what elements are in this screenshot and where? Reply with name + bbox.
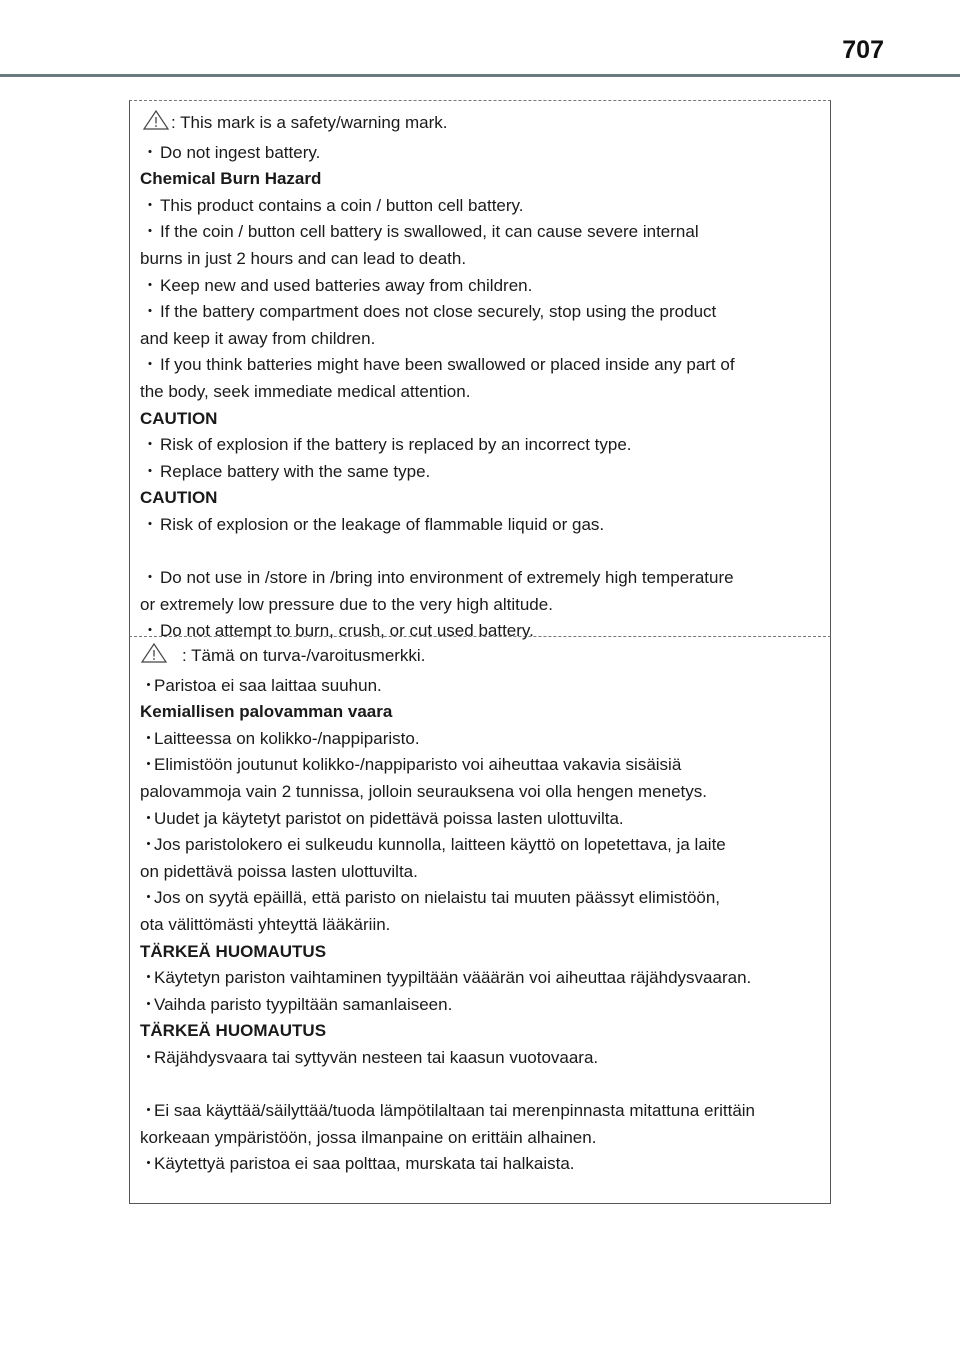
item-text: Do not attempt to burn, crush, or cut used battery. — [160, 621, 534, 641]
heading-caution: CAUTION — [140, 408, 218, 428]
list-item — [140, 459, 830, 486]
bullet: ・ — [140, 1047, 157, 1067]
list-item — [140, 565, 830, 592]
bullet: ・ — [141, 461, 159, 481]
item-text: Uudet ja käytetyt paristot on pidettävä poissa lasten ulottuvilta. — [154, 808, 624, 828]
bullet: ・ — [140, 968, 157, 988]
list-item — [140, 752, 830, 779]
bullet: ・ — [140, 675, 157, 695]
header-rule — [0, 74, 960, 77]
list-item — [140, 140, 830, 167]
item-text: Keep new and used batteries away from children. — [160, 275, 533, 295]
bullet: ・ — [141, 142, 159, 162]
item-text: Do not use in /store in /bring into environment of extremely high temperature — [160, 568, 734, 588]
item-text: Do not ingest battery. — [160, 142, 321, 162]
item-text: Käytetyn pariston vaihtaminen tyypiltään vääärän voi aiheuttaa räjähdysvaaran. — [154, 968, 752, 988]
list-item-continuation: on pidettävä poissa lasten ulottuvilta. — [140, 861, 418, 881]
item-text: Vaihda paristo tyypiltään samanlaiseen. — [154, 994, 453, 1014]
list-item-continuation: korkeaan ympäristöön, jossa ilmanpaine on erittäin alhainen. — [140, 1127, 597, 1147]
list-item — [140, 273, 830, 300]
list-item — [140, 992, 830, 1019]
list-item — [140, 1151, 830, 1178]
heading-important-notice: TÄRKEÄ HUOMAUTUS — [140, 941, 327, 961]
bullet: ・ — [140, 808, 157, 828]
bullet: ・ — [141, 195, 159, 215]
list-item-continuation: the body, seek immediate medical attention. — [140, 381, 471, 401]
list-item — [140, 352, 830, 379]
bullet: ・ — [141, 621, 159, 641]
heading-chemical-burn: Chemical Burn Hazard — [140, 169, 322, 189]
item-text: If you think batteries might have been swallowed or placed inside any part of — [160, 355, 735, 375]
list-item — [140, 299, 830, 326]
mark-text: : Tämä on turva-/varoitusmerkki. — [182, 646, 426, 665]
item-text: This product contains a coin / button cell battery. — [160, 195, 524, 215]
list-item — [140, 219, 830, 246]
bullet: ・ — [141, 275, 159, 295]
list-item — [140, 965, 830, 992]
bullet: ・ — [140, 888, 157, 908]
item-text: Elimistöön joutunut kolikko-/nappiparisto voi aiheuttaa vakavia sisäisiä — [154, 755, 682, 775]
bullet: ・ — [141, 302, 159, 322]
item-text: Risk of explosion or the leakage of flammable liquid or gas. — [160, 514, 605, 534]
heading-chemical-burn: Kemiallisen palovamman vaara — [140, 702, 393, 722]
list-item-continuation: burns in just 2 hours and can lead to death. — [140, 248, 467, 268]
list-item — [140, 832, 830, 859]
list-item — [140, 806, 830, 833]
list-item — [140, 193, 830, 220]
bullet: ・ — [140, 835, 157, 855]
bullet: ・ — [140, 728, 157, 748]
item-text: If the coin / button cell battery is swallowed, it can cause severe internal — [160, 222, 699, 242]
item-text: Räjähdysvaara tai syttyvän nesteen tai kaasun vuotovaara. — [154, 1047, 599, 1067]
bullet: ・ — [141, 568, 159, 588]
warning-triangle-icon — [142, 109, 170, 140]
list-item — [140, 673, 830, 700]
warning-mark-line — [140, 109, 830, 140]
finnish-section — [140, 642, 830, 1178]
bullet: ・ — [141, 355, 159, 375]
item-text: If the battery compartment does not close securely, stop using the product — [160, 302, 717, 322]
bullet: ・ — [140, 994, 157, 1014]
list-item-continuation: palovammoja vain 2 tunnissa, jolloin seurauksena voi olla hengen menetys. — [140, 781, 708, 801]
bullet: ・ — [140, 1154, 157, 1174]
item-text: Laitteessa on kolikko-/nappiparisto. — [154, 728, 420, 748]
mark-text: : This mark is a safety/warning mark. — [171, 113, 448, 132]
list-item — [140, 726, 830, 753]
list-item — [140, 432, 830, 459]
page-number: 707 — [842, 36, 884, 64]
list-item — [140, 1098, 830, 1125]
warning-triangle-icon — [140, 642, 168, 673]
list-item-continuation: or extremely low pressure due to the very high altitude. — [140, 594, 553, 614]
item-text: Käytettyä paristoa ei saa polttaa, murskata tai halkaista. — [154, 1154, 575, 1174]
item-text: Replace battery with the same type. — [160, 461, 431, 481]
english-section — [140, 109, 830, 645]
warning-mark-line — [140, 642, 830, 673]
list-item — [140, 618, 830, 645]
bullet: ・ — [141, 435, 159, 455]
list-item — [140, 1045, 830, 1072]
bullet: ・ — [140, 755, 157, 775]
heading-caution: CAUTION — [140, 488, 218, 508]
heading-important-notice: TÄRKEÄ HUOMAUTUS — [140, 1021, 327, 1041]
item-text: Risk of explosion if the battery is replaced by an incorrect type. — [160, 435, 632, 455]
list-item-continuation: and keep it away from children. — [140, 328, 376, 348]
spacer — [140, 1072, 830, 1099]
bullet: ・ — [141, 514, 159, 534]
item-text: Jos paristolokero ei sulkeudu kunnolla, laitteen käyttö on lopetettava, ja laite — [154, 835, 726, 855]
item-text: Paristoa ei saa laittaa suuhun. — [154, 675, 382, 695]
list-item — [140, 512, 830, 539]
spacer — [140, 539, 830, 566]
bullet: ・ — [140, 1101, 157, 1121]
item-text: Ei saa käyttää/säilyttää/tuoda lämpötilaltaan tai merenpinnasta mitattuna erittäin — [154, 1101, 756, 1121]
bullet: ・ — [141, 222, 159, 242]
item-text: Jos on syytä epäillä, että paristo on nielaistu tai muuten päässyt elimistöön, — [154, 888, 721, 908]
list-item-continuation: ota välittömästi yhteyttä lääkäriin. — [140, 914, 391, 934]
list-item — [140, 885, 830, 912]
